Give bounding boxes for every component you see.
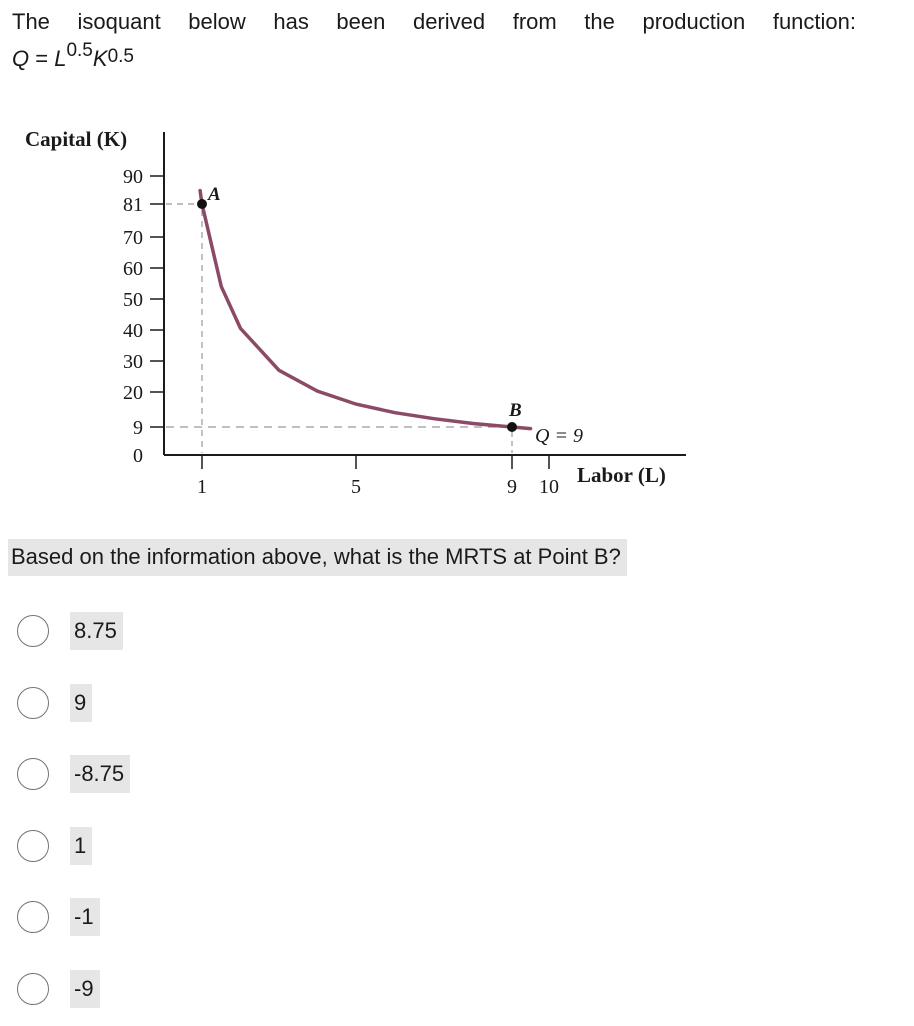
point-b: [507, 422, 517, 432]
formula-equals: =: [29, 46, 55, 71]
point-b-label: B: [509, 400, 522, 421]
x-axis-label: Labor (L): [577, 463, 666, 487]
point-a: [197, 199, 207, 209]
y-tick-label: 81: [123, 194, 143, 216]
y-tick-label: 90: [123, 166, 143, 188]
x-tick-label: 5: [351, 476, 361, 498]
radio-button[interactable]: [17, 901, 49, 933]
production-function: [12, 40, 134, 72]
y-ticks: [123, 166, 164, 467]
formula-k: K: [92, 46, 108, 71]
option-label[interactable]: -8.75: [70, 755, 130, 793]
y-axis-label: Capital (K): [25, 127, 128, 151]
y-tick-label: 50: [123, 289, 143, 311]
question-text: Based on the information above, what is the MRTS at Point B?: [8, 539, 627, 576]
radio-button[interactable]: [17, 615, 49, 647]
x-tick-label: 10: [539, 476, 559, 498]
formula-k-exponent: 0.5: [107, 46, 134, 67]
option-label[interactable]: -1: [70, 898, 100, 936]
option-label[interactable]: 8.75: [70, 612, 123, 650]
question-intro: The isoquant below has been derived from the production function:: [12, 9, 856, 34]
y-tick-label: 9: [133, 417, 143, 439]
radio-button[interactable]: [17, 687, 49, 719]
radio-button[interactable]: [17, 758, 49, 790]
y-tick-label: 20: [123, 382, 143, 404]
radio-button[interactable]: [17, 830, 49, 862]
isoquant-curve: [200, 191, 530, 429]
y-tick-label: 70: [123, 227, 143, 249]
formula-l-exponent: 0.5: [66, 40, 93, 61]
y-tick-label: 40: [123, 320, 143, 342]
x-ticks: [197, 455, 559, 498]
formula-q: Q: [12, 46, 30, 71]
x-tick-label: 9: [507, 476, 517, 498]
x-tick-label: 1: [197, 476, 207, 498]
point-a-label: A: [208, 184, 221, 205]
formula-l: L: [54, 46, 67, 71]
option-label[interactable]: -9: [70, 970, 100, 1008]
option-label[interactable]: 1: [70, 827, 92, 865]
curve-label: Q = 9: [535, 425, 583, 447]
option-label[interactable]: 9: [70, 684, 92, 722]
radio-button[interactable]: [17, 973, 49, 1005]
y-tick-label: 0: [133, 445, 143, 467]
y-tick-label: 30: [123, 351, 143, 373]
isoquant-chart: [0, 120, 700, 510]
y-tick-label: 60: [123, 258, 143, 280]
